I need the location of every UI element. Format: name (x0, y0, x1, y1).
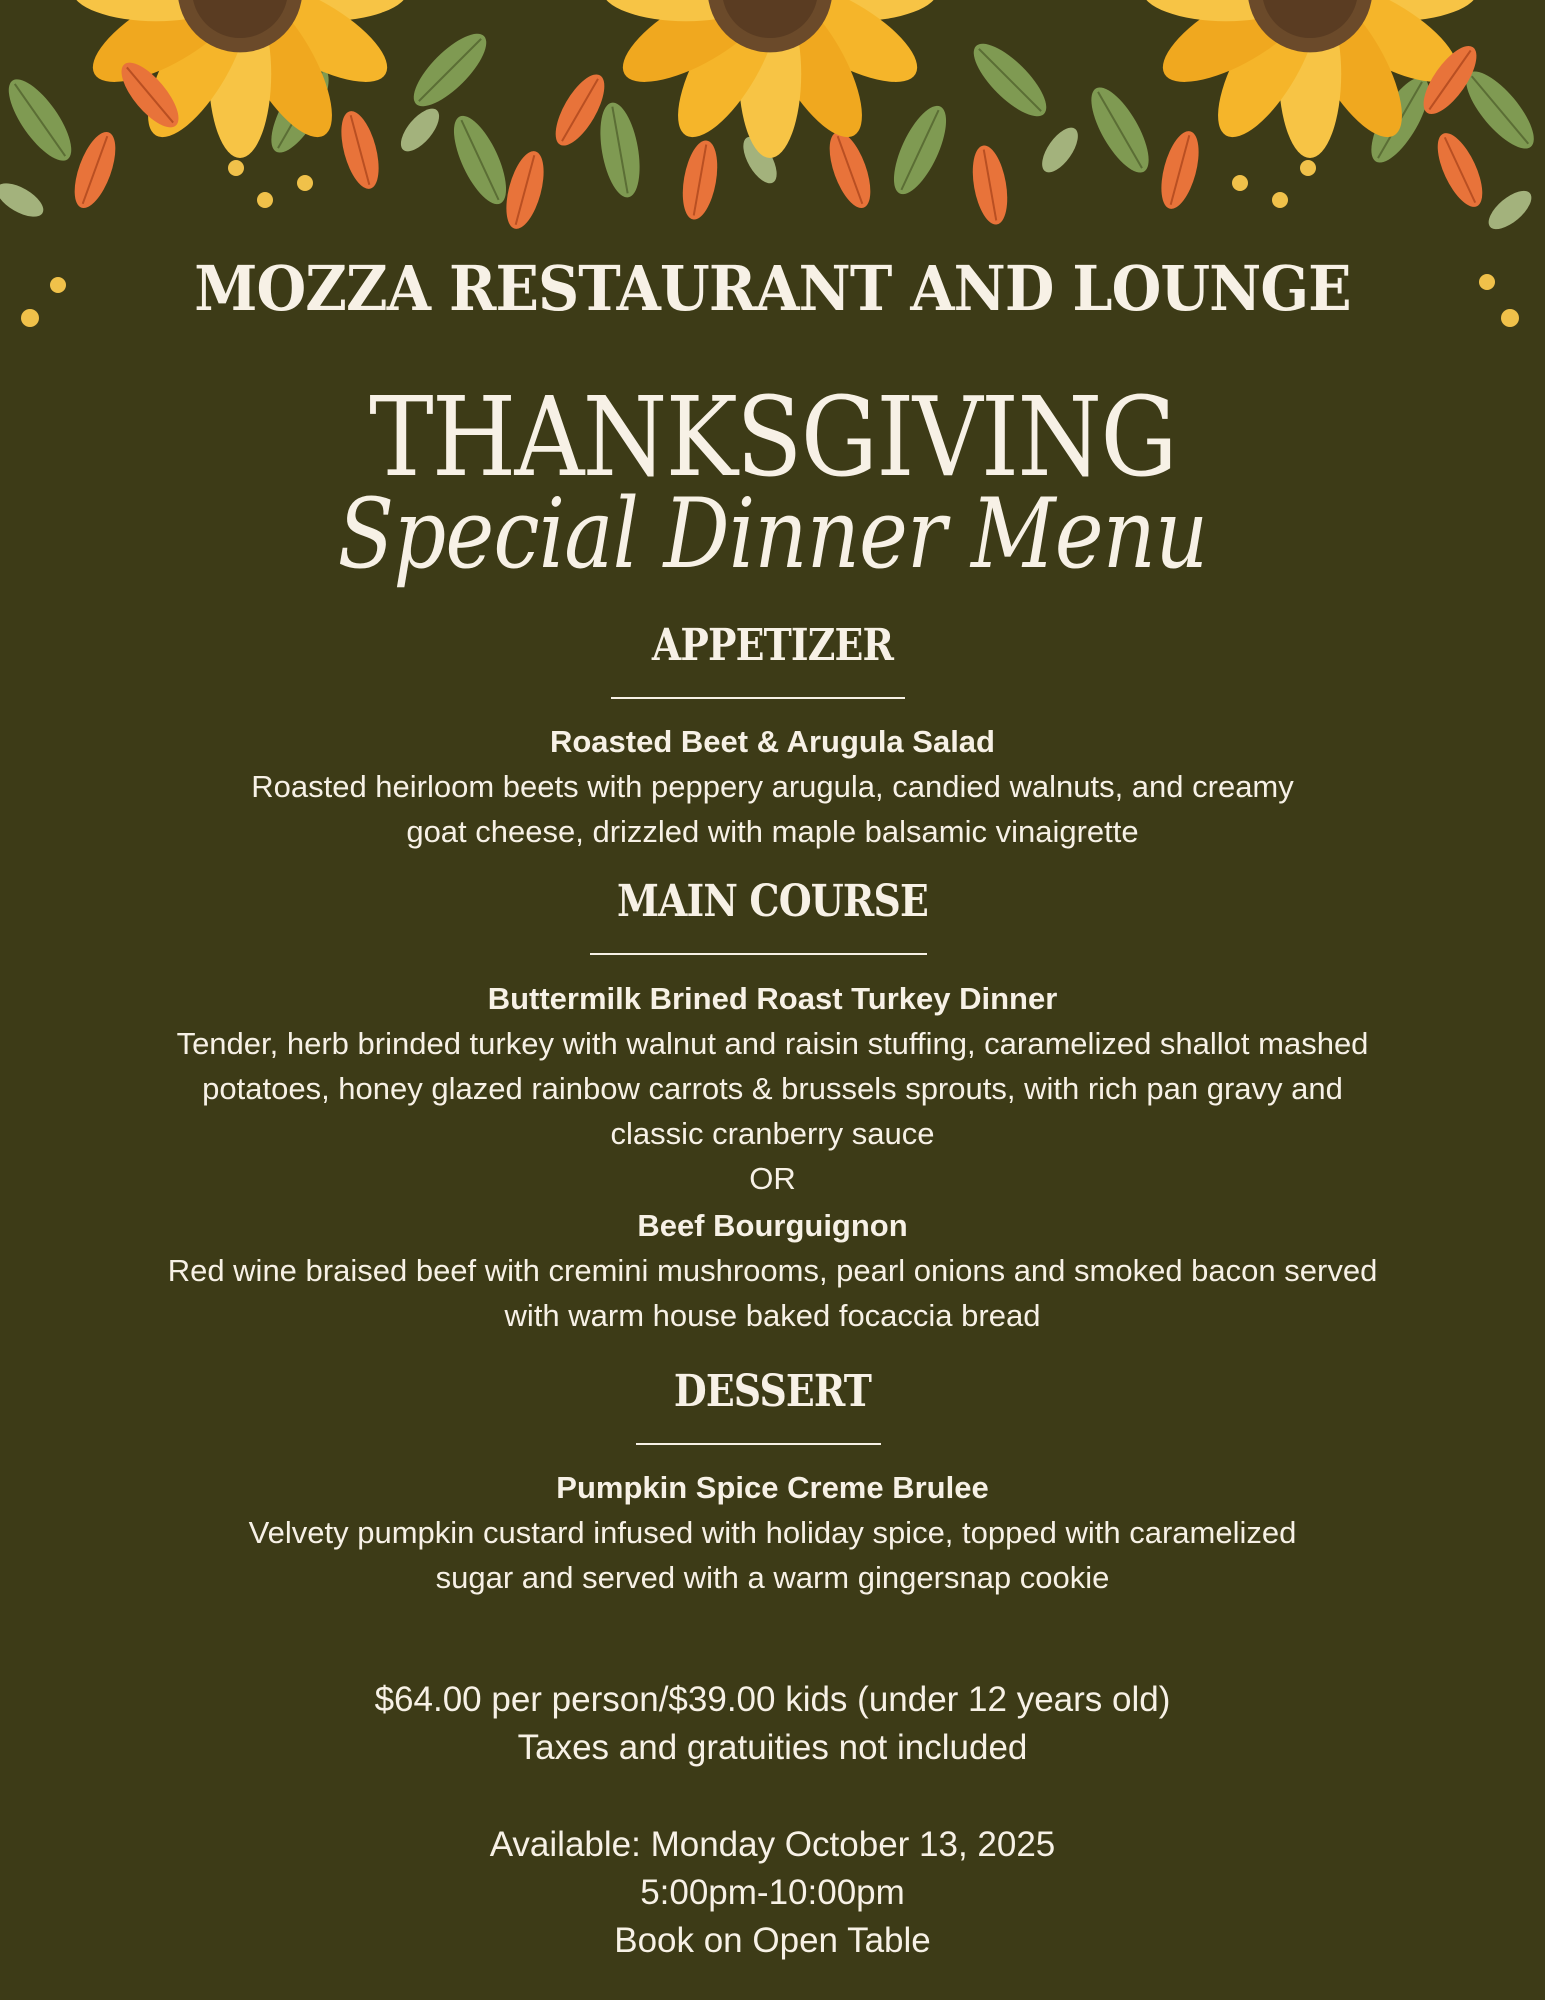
main-item1-name: Buttermilk Brined Roast Turkey Dinner (487, 981, 1058, 1016)
dessert-desc-line: sugar and served with a warm gingersnap cookie (435, 1560, 1110, 1595)
main-item2-desc-line: Red wine braised beef with cremini mushrooms, pearl onions and smoked bacon served (167, 1253, 1378, 1288)
main-item2-name: Beef Bourguignon (637, 1208, 908, 1243)
dessert-heading: DESSERT (673, 1366, 872, 1417)
availability-hours: 5:00pm-10:00pm (640, 1873, 905, 1912)
dessert-desc-line: Velvety pumpkin custard infused with holiday spice, topped with caramelized (248, 1515, 1297, 1550)
appetizer-desc-line: Roasted heirloom beets with peppery arugula, candied walnuts, and creamy (251, 769, 1294, 804)
main-item2-description (60, 1248, 1485, 1338)
availability-block (0, 1821, 1545, 1965)
menu-title: THANKSGIVING (369, 373, 1176, 501)
appetizer-desc-line: goat cheese, drizzled with maple balsamic vinaigrette (406, 814, 1139, 849)
dessert-item-name: Pumpkin Spice Creme Brulee (556, 1470, 989, 1505)
appetizer-item-description (60, 764, 1485, 854)
main-item1-desc-line: potatoes, honey glazed rainbow carrots & brussels sprouts, with rich pan gravy and (202, 1071, 1343, 1106)
restaurant-name: MOZZA RESTAURANT AND LOUNGE (194, 252, 1351, 325)
pricing-block (0, 1676, 1545, 1772)
appetizer-heading: APPETIZER (651, 620, 894, 671)
main-item1-desc-line: Tender, herb brinded turkey with walnut and raisin stuffing, caramelized shallot mashed (176, 1026, 1369, 1061)
main-item1-desc-line: classic cranberry sauce (610, 1116, 935, 1151)
appetizer-item-name: Roasted Beet & Arugula Salad (549, 724, 995, 759)
booking-note: Book on Open Table (614, 1921, 931, 1960)
availability-date: Available: Monday October 13, 2025 (489, 1825, 1056, 1864)
main-item2-desc-line: with warm house baked focaccia bread (504, 1298, 1041, 1333)
main-course-divider (590, 953, 927, 955)
dessert-item-description (60, 1510, 1485, 1600)
dessert-divider (636, 1443, 881, 1445)
main-item1-description (60, 1021, 1485, 1201)
menu-subtitle: Special Dinner Menu (337, 478, 1208, 590)
main-course-heading: MAIN COURSE (617, 876, 928, 927)
or-separator: OR (749, 1161, 796, 1196)
price-text: $64.00 per person/$39.00 kids (under 12 years old) (374, 1680, 1171, 1719)
appetizer-divider (611, 697, 905, 699)
taxes-note: Taxes and gratuities not included (517, 1728, 1028, 1767)
